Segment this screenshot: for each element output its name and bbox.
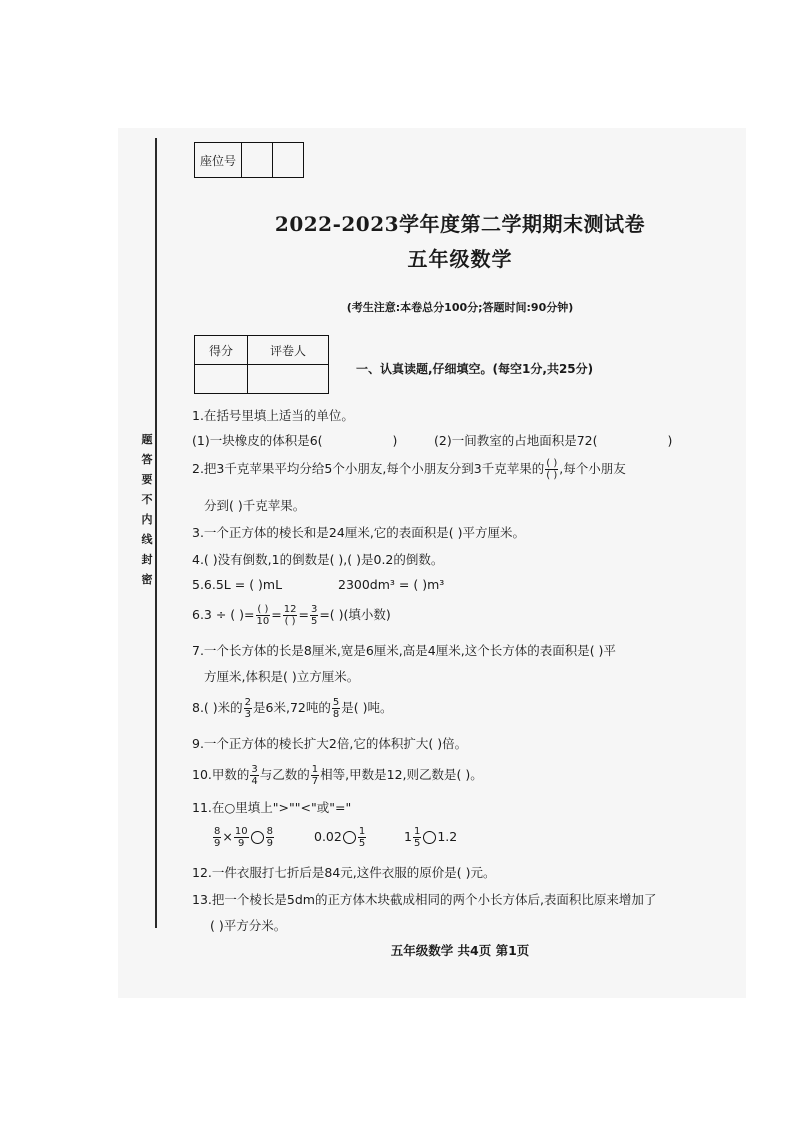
seam-char: 不 xyxy=(141,493,153,506)
question-11-stem: 11.在○里填上">""<"或"=" xyxy=(192,800,352,815)
exam-subtitle: 五年级数学 xyxy=(407,247,513,271)
q8-text-mid: 是6米,72吨的 xyxy=(253,700,331,715)
exam-title: 2022-2023学年度第二学期期末测试卷 xyxy=(274,212,646,236)
fraction-denominator: 10 xyxy=(256,616,270,627)
grader-cell[interactable] xyxy=(248,365,329,394)
grader-header: 评卷人 xyxy=(248,336,329,365)
fraction xyxy=(250,764,258,787)
fraction xyxy=(311,764,319,787)
q8-text: 8.( )米的 xyxy=(192,700,243,715)
fraction-denominator: ( ) xyxy=(284,616,296,627)
fraction-denominator: 4 xyxy=(251,776,258,787)
seat-label: 座位号 xyxy=(195,143,242,178)
fraction xyxy=(266,826,274,849)
q8-text-end: 是( )吨。 xyxy=(341,700,393,715)
seam-char: 封 xyxy=(141,553,153,566)
fraction xyxy=(310,604,318,627)
exam-notice: (考生注意:本卷总分100分;答题时间:90分钟) xyxy=(346,301,574,314)
q6-text: 6.3 ÷ ( )= xyxy=(192,607,255,622)
page-footer: 五年级数学 共4页 第1页 xyxy=(390,943,530,958)
fraction-denominator: 5 xyxy=(310,616,318,627)
question-9: 9.一个正方体的棱长扩大2倍,它的体积扩大( )倍。 xyxy=(192,736,468,751)
question-13: 13.把一个棱长是5dm的正方体木块截成相同的两个小长方体后,表面积比原来增加了 xyxy=(192,892,657,907)
fraction-denominator: 3 xyxy=(244,709,252,720)
fraction xyxy=(244,697,252,720)
times-sign: × xyxy=(222,829,233,844)
fraction xyxy=(358,826,366,849)
score-header: 得分 xyxy=(195,336,248,365)
decimal-value: 0.02 xyxy=(314,829,342,844)
fraction xyxy=(213,826,221,849)
fraction-denominator: 9 xyxy=(266,838,273,849)
q2-fraction[interactable] xyxy=(545,458,558,481)
fraction-denominator: 8 xyxy=(332,709,340,720)
seat-number-table xyxy=(194,142,304,178)
question-6 xyxy=(192,604,391,627)
fraction-numerator: 3 xyxy=(251,764,258,775)
seat-box[interactable] xyxy=(273,143,304,178)
seam-char: 线 xyxy=(141,533,153,546)
question-8 xyxy=(192,697,392,720)
score-cell[interactable] xyxy=(195,365,248,394)
question-13-line2: ( )平方分米。 xyxy=(210,918,287,933)
fraction-denominator: 7 xyxy=(311,776,319,787)
seam-char: 密 xyxy=(141,573,153,586)
question-1a xyxy=(192,431,397,449)
seal-line-text xyxy=(138,430,156,590)
q2-text: 2.把3千克苹果平均分给5个小朋友,每个小朋友分到3千克苹果的 xyxy=(192,461,545,476)
q6-text-end: =( )(填小数) xyxy=(319,607,391,622)
fraction xyxy=(332,697,340,720)
seam-char: 要 xyxy=(141,473,153,486)
equals-sign: = xyxy=(298,607,309,622)
q1b-end: ) xyxy=(667,433,673,448)
question-7: 7.一个长方体的长是8厘米,宽是6厘米,高是4厘米,这个长方体的表面积是( )平 xyxy=(192,643,616,658)
fraction-numerator: 8 xyxy=(214,826,221,837)
compare-circle[interactable] xyxy=(423,831,436,844)
fraction xyxy=(256,604,271,627)
fraction xyxy=(413,826,421,849)
fraction-denominator: 9 xyxy=(214,838,221,849)
fraction-denominator: ( ) xyxy=(546,470,558,481)
compare-circle[interactable] xyxy=(343,831,356,844)
compare-circle[interactable] xyxy=(251,831,264,844)
q1b-text: (2)一间教室的占地面积是72( xyxy=(434,433,598,448)
seam-char: 内 xyxy=(141,513,153,526)
fraction xyxy=(283,604,298,627)
score-table xyxy=(194,335,329,394)
q10-text-mid: 与乙数的 xyxy=(259,767,310,782)
equals-sign: = xyxy=(271,607,282,622)
section-heading: 一、认真读题,仔细填空。(每空1分,共25分) xyxy=(356,362,594,376)
q1a-end: ) xyxy=(392,433,398,448)
q10-text-end: 相等,甲数是12,则乙数是( )。 xyxy=(320,767,483,782)
q10-text: 10.甲数的 xyxy=(192,767,250,782)
fraction-numerator: ( ) xyxy=(546,458,558,469)
fraction-denominator: 5 xyxy=(358,838,366,849)
question-2-line2: 分到( )千克苹果。 xyxy=(204,498,306,513)
fraction-numerator: 3 xyxy=(310,604,318,615)
fraction-numerator: 2 xyxy=(244,697,252,708)
fraction xyxy=(234,826,249,849)
question-3: 3.一个正方体的棱长和是24厘米,它的表面积是( )平方厘米。 xyxy=(192,525,526,540)
fraction-numerator: 12 xyxy=(283,604,297,615)
question-11-expr-2 xyxy=(314,826,367,849)
question-11-expr-1 xyxy=(212,826,275,849)
fraction-denominator: 5 xyxy=(413,838,421,849)
question-10 xyxy=(192,764,483,787)
seat-box[interactable] xyxy=(242,143,273,178)
q2-text-end: ,每个小朋友 xyxy=(559,461,626,476)
fraction-numerator: 1 xyxy=(358,826,366,837)
question-2 xyxy=(192,458,626,481)
question-7-line2: 方厘米,体积是( )立方厘米。 xyxy=(204,669,360,684)
question-5b: 2300dm³ = ( )m³ xyxy=(338,577,445,592)
fraction-numerator: 8 xyxy=(266,826,273,837)
seam-char: 答 xyxy=(141,453,153,466)
question-1-stem: 1.在括号里填上适当的单位。 xyxy=(192,408,354,423)
mixed-whole: 1 xyxy=(404,829,412,844)
fraction-numerator: 1 xyxy=(311,764,319,775)
fraction-numerator: ( ) xyxy=(257,604,269,615)
question-12: 12.一件衣服打七折后是84元,这件衣服的原价是( )元。 xyxy=(192,865,496,880)
question-11-expr-3 xyxy=(404,826,457,849)
decimal-value: 1.2 xyxy=(437,829,458,844)
question-1b xyxy=(434,431,672,449)
seam-char: 题 xyxy=(141,433,153,446)
fraction-numerator: 5 xyxy=(332,697,340,708)
fraction-numerator: 1 xyxy=(413,826,421,837)
q1a-text: (1)一块橡皮的体积是6( xyxy=(192,433,323,448)
question-4: 4.( )没有倒数,1的倒数是( ),( )是0.2的倒数。 xyxy=(192,552,444,567)
question-5a: 5.6.5L = ( )mL xyxy=(192,577,283,592)
fraction-numerator: 10 xyxy=(234,826,248,837)
fraction-denominator: 9 xyxy=(238,838,245,849)
